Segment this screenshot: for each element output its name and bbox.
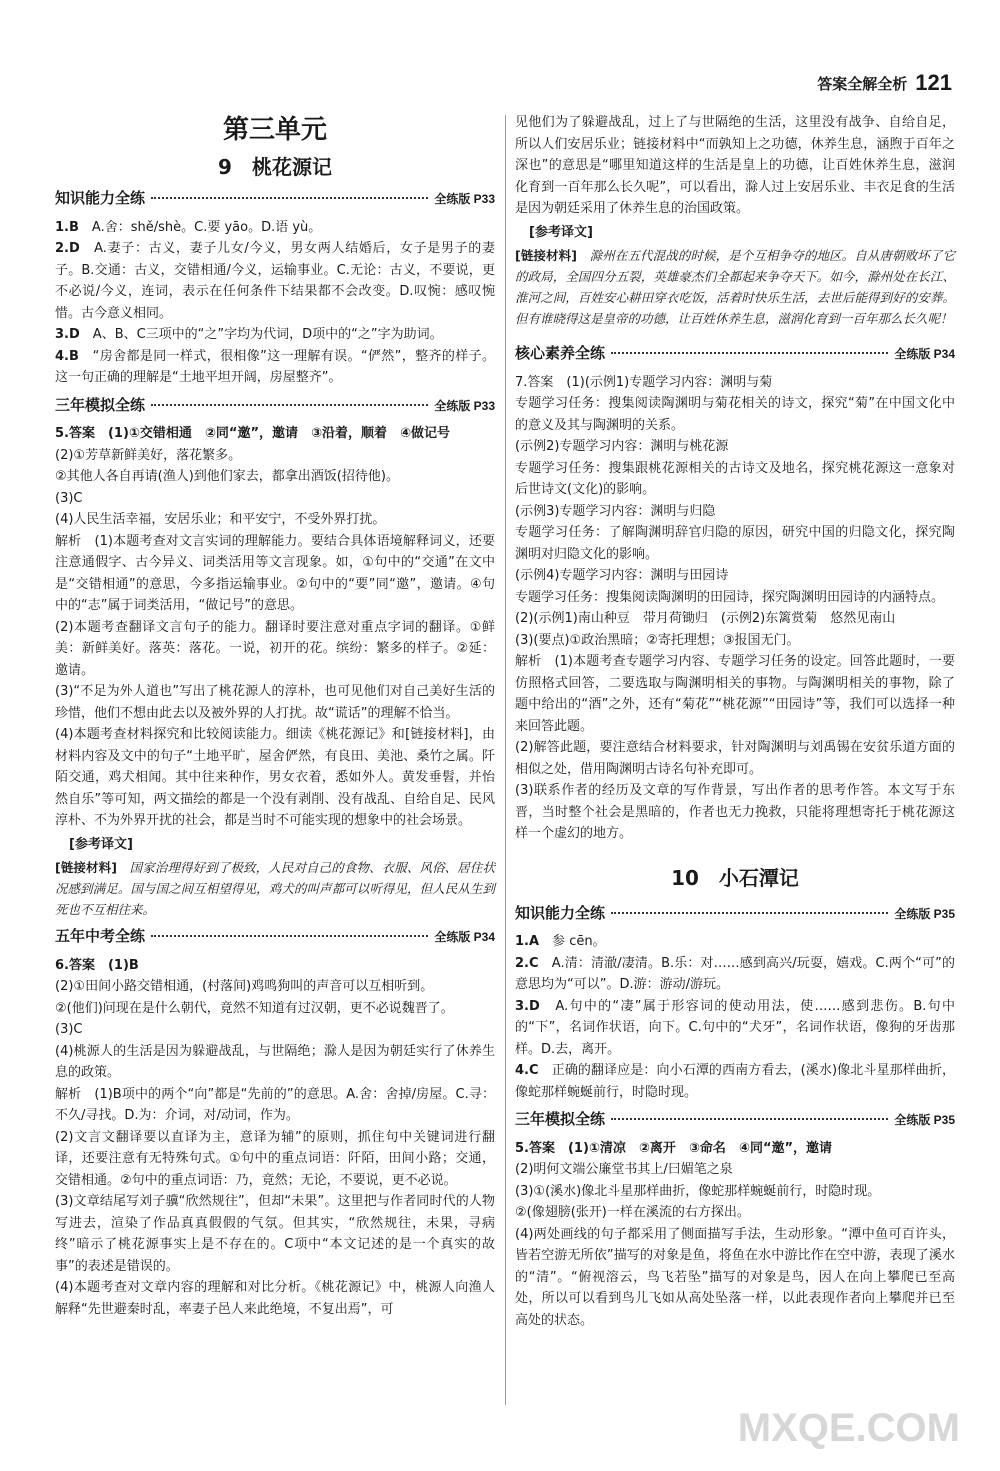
analysis-para: (2)本题考查翻译文言句子的能力。翻译时要注意对重点字词的翻译。①鲜美：新鲜美好。落英：落花。一说，初开的花。缤纷：繁多的样子。②延：邀请。: [55, 619, 495, 678]
answer-line: (示例3)专题学习内容：渊明与归隐: [515, 503, 716, 519]
answer-line: 专题学习任务：搜集阅读陶渊明与菊花相关的诗文，探究“菊”在中国文化中的意义及其与陶渊明的关系。: [515, 396, 955, 433]
unit-title: 第三单元: [222, 115, 327, 145]
answer-text: A、B、C三项中的“之”字均为代词，D项中的“之”字为助词。: [92, 327, 443, 342]
answer-key: 4.C: [515, 1063, 539, 1078]
section-dots: [611, 912, 888, 914]
analysis-para: (4)本题考查材料探究和比较阅读能力。细读《桃花源记》和[链接材料]，由材料内容及文中的句子“土地平旷，屋舍俨然，有良田、美池、桑竹之属。阡陌交通，鸡犬相闻。其中往来种作，男女衣着，悉如外人。黄发垂髫，并怡然自乐”等可知，两文描绘的都是一个没有剥削、没有战乱、自给自足、民风淳朴、不为外界开扰的社会，都是当时不可能实现的想象中的社会场景。: [55, 727, 495, 828]
section-dots: [151, 404, 428, 406]
answer-line: (3)(要点)①政治黑暗；②寄托理想；③报国无门。: [515, 632, 800, 648]
continued-text: 见他们为了躲避战乱，过上了与世隔绝的生活，这里没有战争、自给自足，所以人们安居乐业；链接材料中“而孰知上之功德，休养生息，涵煦于百年之深也”的意思是“哪里知道这样的生活是皇上的功德，让百姓休养生息，滋润化育到一百年那么长久呢”，可以看出，滁人过上安居乐业、丰衣足食的生活是因为朝廷采用了休养生息的治国政策。: [515, 115, 955, 216]
answer-item: [515, 996, 955, 1061]
answer-line: (3)①(溪水)像北斗星那样曲折，像蛇那样蜿蜒前行，时隐时现。: [515, 1183, 881, 1199]
answer-line: 专题学习任务：搜集跟桃花源相关的古诗文及地名，探究桃花源这一意象对后世诗文(文化)的影响。: [515, 460, 955, 497]
answer-item: [55, 346, 495, 389]
translation-text: 国家治理得好到了极致，人民对自己的食物、衣服、风俗、居住状况感到满足。国与国之间互相望得见，鸡犬的叫声都可以听得见，但人民从生到死也不互相往来。: [55, 860, 495, 917]
answer-line: ②其他人各自再请(渔人)到他们家去，都拿出酒饭(招待他)。: [55, 469, 399, 484]
translation-para: [515, 245, 955, 329]
answer-item: [515, 953, 955, 996]
answer-line: (4)人民生活幸福，安居乐业；和平安宁，不受外界打扰。: [55, 512, 386, 527]
answer-text: A.清：清澈/凄清。B.乐：对……感到高兴/玩耍，嬉戏。C.两个“可”的意思均为“可以”。D.游：游动/游玩。: [515, 955, 955, 992]
lesson-title: 10 小石潭记: [671, 865, 799, 890]
answer-line: 5.答案 (1)①交错相通 ②同“邀”，邀请 ③沿着，顺着 ④做记号: [55, 426, 451, 441]
answer-line: (2)①田间小路交错相通，(村落间)鸡鸣狗叫的声音可以互相听到。: [55, 979, 434, 994]
section-header: [515, 1109, 955, 1132]
section-ref: 全练版 P35: [894, 906, 955, 921]
section-name: 三年模拟全练: [515, 1110, 606, 1128]
analysis-para: (2)解答此题，要注意结合材料要求，针对陶渊明与刘禹锡在安贫乐道方面的相似之处，借用陶渊明古诗名句补充即可。: [515, 740, 955, 777]
answer-line: 专题学习任务：了解陶渊明辞官归隐的原因，研究中国的归隐文化，探究陶渊明对归隐文化的影响。: [515, 525, 955, 562]
analysis-para: (3)“不足为外人道也”写出了桃花源人的淳朴，也可见他们对自己美好生活的珍惜，他们不想由此去以及被外界的人打扰。故“谎话”的理解不恰当。: [55, 684, 495, 721]
section-header: [55, 926, 495, 949]
reference-translation-label: [参考译文]: [529, 224, 593, 240]
analysis-para: (4)本题考查对文章内容的理解和对比分析。《桃花源记》中，桃源人向渔人解释“先世避秦时乱，率妻子邑人来此绝境，不复出焉”，可: [55, 1280, 495, 1317]
section-ref: 全练版 P33: [434, 192, 495, 206]
answer-line: (4)桃源人的生活是因为躲避战乱，与世隔绝；滁人是因为朝廷实行了休养生息的政策。: [55, 1043, 495, 1080]
analysis-para: (3)文章结尾写刘子骥“欣然规往”，但却“未果”。这里把与作者同时代的人物写进去，渲染了作品真真假假的气氛。但其实，“欣然规往，未果，寻病终”暗示了桃花源事实上是不存在的。C项中“本文记述的是一个真实的故事”的表述是错误的。: [55, 1194, 495, 1274]
section-header: [515, 343, 955, 366]
answer-key: 3.D: [515, 998, 540, 1014]
answer-line: (4)两处画线的句子都采用了侧面描写手法，生动形象。“潭中鱼可百许头，皆若空游无所依”描写的对象是鱼，将鱼在水中游比作在空中游，表现了溪水的“清”。“俯视溶云，鸟飞若坠”描写的对象是鸟，因人在向上攀爬已至高处，所以可以看到鸟儿飞如从高处坠落一样，以此表现作者向上攀爬并已至高处的状态。: [515, 1226, 955, 1328]
answer-text: A.妻子：古义，妻子儿女/今义，男女两人结婚后，女子是男子的妻子。B.交通：古义，交错相通/今义，运输事业。C.无论：古义，不要说，更不必说/今义，连词，表示在任何条件下结果都不会改变。D.叹惋：感叹惋惜。古今意义相同。: [55, 241, 495, 321]
analysis-para: 解析 (1)本题考查专题学习内容、专题学习任务的设定。回答此题时，一要仿照格式回答，二要选取与陶渊明相关的事物。与陶渊明相关的事物，除了题中给出的“酒”之外，还有“菊花”“桃花源”“田园诗”等，我们可以选择一种来回答此题。: [515, 654, 955, 734]
section-name: 三年模拟全练: [55, 395, 146, 414]
answer-text: 正确的翻译应是：向小石潭的西南方看去，(溪水)像北斗星那样曲折，像蛇那样蜿蜒前行，时隐时现。: [515, 1063, 955, 1100]
section-dots: [611, 1118, 888, 1120]
link-material-label: [链接材料]: [515, 248, 577, 263]
section-dots: [151, 935, 428, 937]
answer-text: “房舍都是同一样式，很相像”这一理解有误。“俨然”，整齐的样子。这一句正确的理解是“土地平坦开阔，房屋整齐”。: [55, 348, 495, 385]
section-dots: [611, 352, 888, 354]
answer-item: [515, 1060, 955, 1103]
answer-item: [55, 217, 495, 239]
page-number: 121: [915, 70, 952, 95]
reference-translation-label: [参考译文]: [69, 836, 133, 852]
answer-line: (2)(示例1)南山种豆 带月荷锄归 (示例2)东篱赏菊 悠然见南山: [515, 611, 896, 626]
analysis-para: 解析 (1)B项中的两个“向”都是“先前的”的意思。A.舍：舍掉/房屋。C.寻：不久/寻找。D.为：介词，对/动词，作为。: [55, 1086, 495, 1123]
right-column: [515, 112, 955, 1331]
left-column: [55, 112, 495, 1320]
answer-line: (2)①芳草新鲜美好，落花繁多。: [55, 447, 242, 463]
answer-key: 1.B: [55, 219, 79, 235]
section-ref: 全练版 P33: [434, 398, 495, 413]
section-header: [55, 188, 495, 211]
lesson-title: 9 桃花源记: [218, 155, 332, 179]
section-ref: 全练版 P34: [894, 347, 955, 361]
section-name: 知识能力全练: [515, 903, 606, 922]
answer-line: (3)C: [55, 1022, 83, 1037]
section-name: 五年中考全练: [55, 927, 146, 945]
header-title: 答案全解全析: [817, 74, 908, 93]
section-name: 知识能力全练: [55, 189, 146, 207]
answer-line: (示例4)专题学习内容：渊明与田园诗: [515, 568, 729, 583]
answer-line: 7.答案 (1)(示例1)专题学习内容：渊明与菊: [515, 374, 773, 390]
answer-line: (示例2)专题学习内容：渊明与桃花源: [515, 439, 729, 454]
answer-line: (3)C: [55, 490, 83, 506]
answer-item: [515, 931, 955, 953]
answer-key: 1.A: [515, 934, 540, 949]
answer-text: A.句中的“凄”属于形容词的使动用法，使……感到悲伤。B.句中的“下”，名词作状语，向下。C.句中的“犬牙”，名词作状语，像狗的牙齿那样。D.去，离开。: [515, 998, 955, 1057]
page-header: [817, 70, 952, 96]
answer-key: 2.C: [515, 955, 539, 971]
answer-line: 5.答案 (1)①清凉 ②离开 ③命名 ④同“邀”，邀请: [515, 1140, 833, 1156]
answer-line: (2)明何文端公廉堂书其上/曰媚笔之泉: [515, 1162, 733, 1177]
analysis-para: (3)联系作者的经历及文章的写作背景，写出作者的思考作答。本文写于东晋，当时整个社会是黑暗的，作者也无力挽救，只能将理想寄托于桃花源这样一个虚幻的地方。: [515, 783, 955, 841]
analysis-para: (2)文言文翻译要以直译为主，意译为辅”的原则，抓住句中关键词进行翻译，还要注意有无特殊句式。①句中的重点词语：阡陌，田间小路；交通，交错相通。②句中的重点词语：乃，竟然；无论，不要说，更不必说。: [55, 1129, 495, 1188]
answer-text: A.舍：shě/shè。C.要 yāo。D.语 yù。: [91, 219, 322, 235]
analysis-para: 解析 (1)本题考查对文言实词的理解能力。要结合具体语境解释词义，还要注意通假字、古今异义、词类活用等文言现象。如，①句中的“交通”在文中是“交错相通”的意思，今多指运输事业。②句中的“要”同“邀”，邀请。④句中的“志”属于词类活用，“做记号”的意思。: [55, 533, 495, 613]
answer-key: 4.B: [55, 348, 79, 364]
column-divider: [505, 115, 506, 1405]
translation-text: 滁州在五代混战的时候，是个互相争夺的地区。自从唐朝败坏了它的政局，全国四分五裂，英雄豪杰们全都起来争夺天下。如今，滁州处在长江、淮河之间，百姓安心耕田穿衣吃饭，活着时快乐生活，去世后能得到好的安葬。但有谁晓得这是皇帝的功德，让百姓休养生息，滋润化育到一百年那么长久呢！: [515, 248, 955, 326]
translation-para: [55, 857, 495, 920]
section-ref: 全练版 P35: [894, 1113, 955, 1127]
answer-line: 专题学习任务：搜集阅读陶渊明的田园诗，探究陶渊明田园诗的内涵特点。: [515, 589, 945, 605]
section-header: [55, 395, 495, 418]
watermark: MXQE.COM: [737, 1406, 960, 1450]
section-dots: [151, 197, 428, 199]
answer-line: ②(他们)问现在是什么朝代，竟然不知道有过汉朝，更不必说魏晋了。: [55, 1000, 454, 1016]
answer-item: [55, 238, 495, 324]
answer-key: 3.D: [55, 327, 80, 342]
section-ref: 全练版 P34: [434, 930, 495, 944]
answer-key: 2.D: [55, 241, 80, 256]
answer-line: 6.答案 (1)B: [55, 957, 139, 973]
section-header: [515, 903, 955, 926]
answer-text: 参 cēn。: [552, 934, 606, 949]
section-name: 核心素养全练: [515, 344, 606, 362]
link-material-label: [链接材料]: [55, 860, 117, 875]
answer-item: [55, 324, 495, 346]
answer-line: ②(像翅膀(张开)一样在溪流的右方探出。: [515, 1205, 750, 1220]
